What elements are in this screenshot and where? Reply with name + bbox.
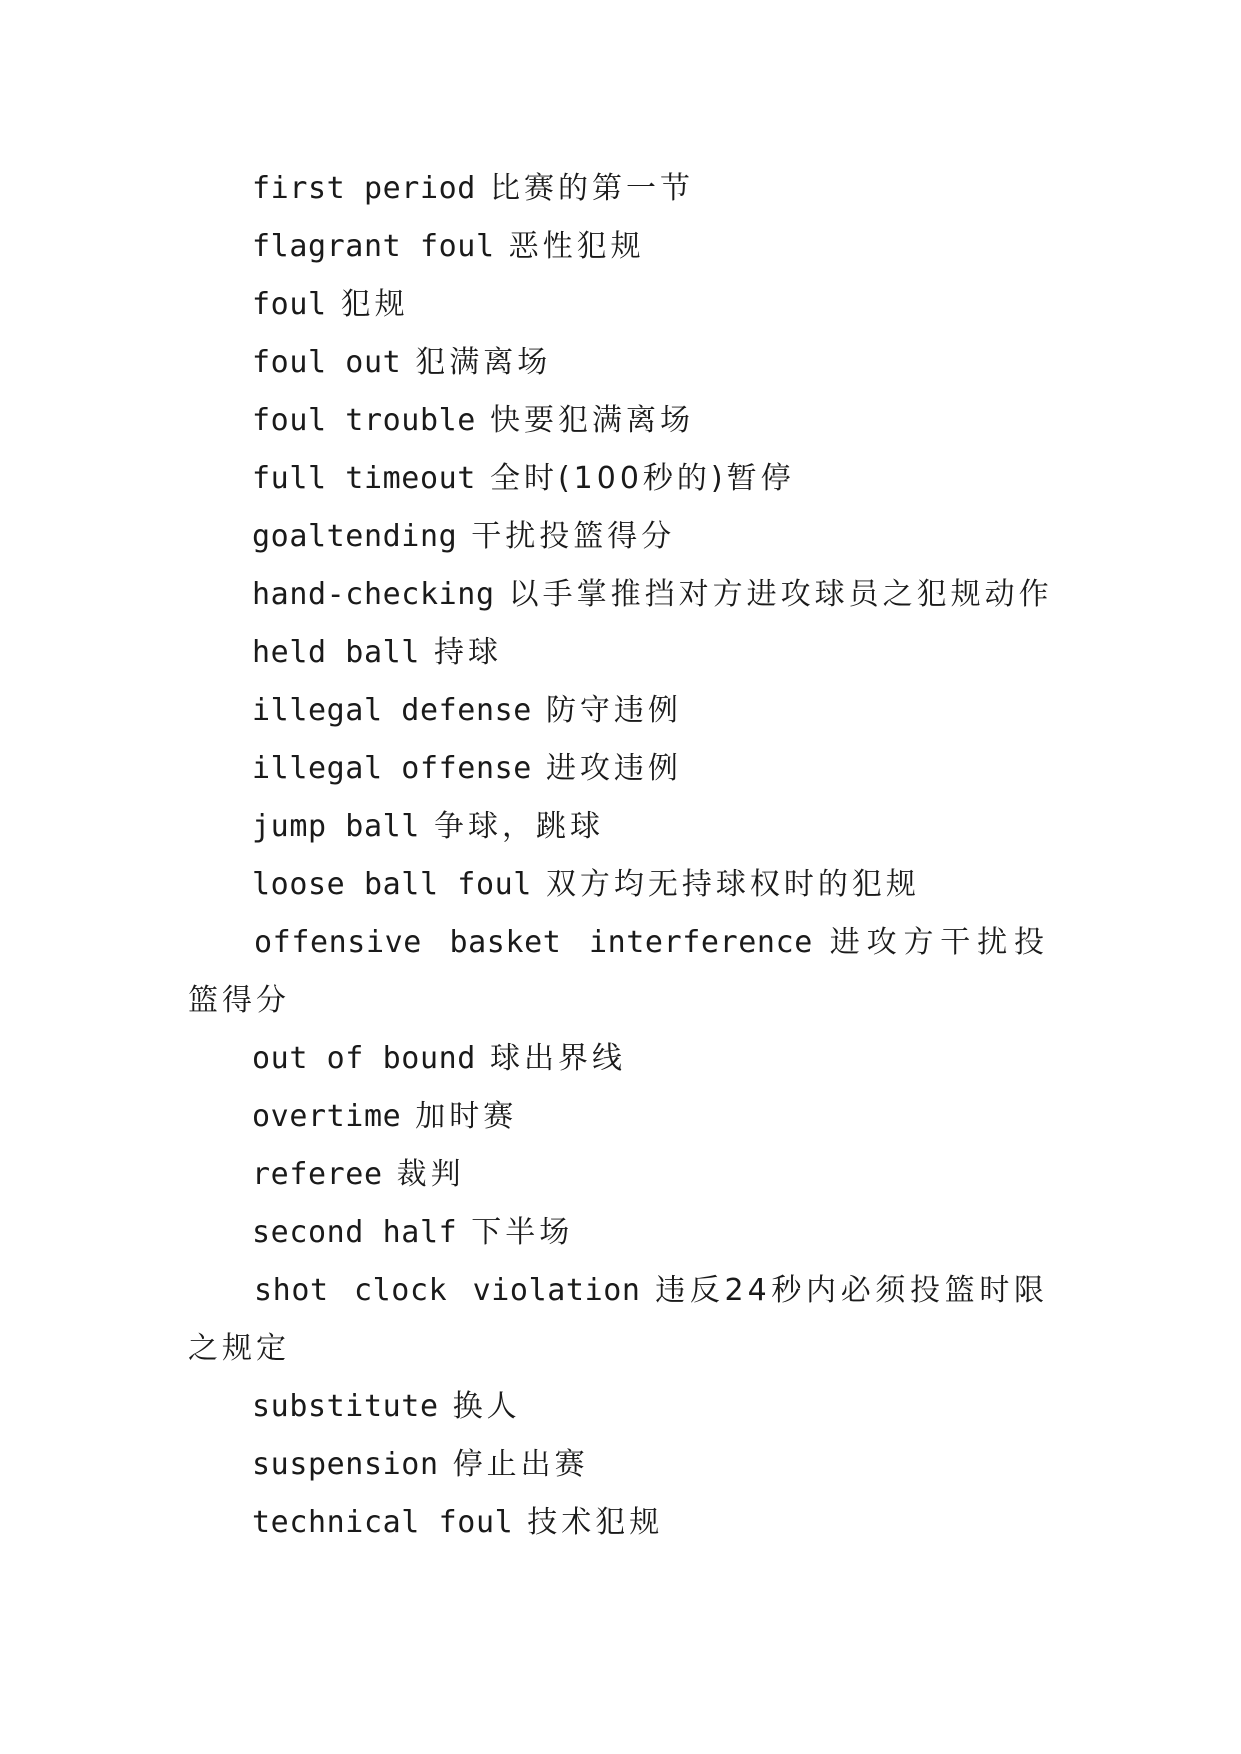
glossary-entry [188, 334, 1048, 392]
glossary-definition: 技术犯规 [527, 1505, 664, 1540]
glossary-term: second half [252, 1215, 458, 1250]
glossary-definition: 下半场 [471, 1215, 574, 1250]
glossary-entry [188, 392, 1048, 450]
glossary-term: illegal defense [252, 693, 532, 728]
glossary-list [188, 160, 1053, 1552]
glossary-entry [188, 856, 1048, 914]
glossary-definition: 换人 [452, 1389, 521, 1424]
glossary-entry [188, 682, 1048, 740]
glossary-entry [188, 798, 1048, 856]
glossary-definition: 双方均无持球权时的犯规 [545, 867, 920, 902]
glossary-definition: 犯规 [340, 287, 409, 322]
glossary-definition: 犯满离场 [415, 345, 552, 380]
glossary-entry [188, 276, 1048, 334]
glossary-term: technical foul [252, 1505, 514, 1540]
glossary-term: goaltending [252, 519, 458, 554]
glossary-definition: 比赛的第一节 [489, 171, 694, 206]
glossary-term: loose ball foul [252, 867, 532, 902]
glossary-entry [188, 1436, 1048, 1494]
glossary-definition: 停止出赛 [452, 1447, 589, 1482]
glossary-term: first period [252, 171, 476, 206]
glossary-definition: 以手掌推挡对方进攻球员之犯规动作 [508, 577, 1053, 612]
glossary-term: flagrant foul [252, 229, 495, 264]
glossary-definition: 加时赛 [415, 1099, 518, 1134]
glossary-term: foul trouble [252, 403, 476, 438]
glossary-definition: 进攻方干扰投篮得分 [188, 925, 1048, 1018]
glossary-entry [188, 1088, 1048, 1146]
glossary-term: out of bound [252, 1041, 476, 1076]
glossary-term: held ball [252, 635, 420, 670]
glossary-entry [188, 1494, 1048, 1552]
glossary-entry [188, 740, 1048, 798]
glossary-definition: 球出界线 [489, 1041, 626, 1076]
glossary-entry [188, 1378, 1048, 1436]
glossary-entry [188, 566, 1053, 624]
glossary-entry [188, 1146, 1048, 1204]
glossary-entry [188, 160, 1048, 218]
glossary-definition: 防守违例 [545, 693, 682, 728]
glossary-term: foul [252, 287, 327, 322]
glossary-entry [188, 450, 1048, 508]
glossary-entry [188, 914, 1048, 1030]
glossary-definition: 全时(100秒的)暂停 [489, 461, 795, 496]
glossary-term: suspension [252, 1447, 439, 1482]
glossary-term: foul out [252, 345, 402, 380]
glossary-definition: 违反24秒内必须投篮时限之规定 [188, 1273, 1048, 1366]
glossary-definition: 干扰投篮得分 [471, 519, 676, 554]
glossary-term: hand-checking [252, 577, 495, 612]
glossary-entry [188, 1204, 1048, 1262]
glossary-term: overtime [252, 1099, 402, 1134]
glossary-definition: 快要犯满离场 [489, 403, 694, 438]
glossary-term: referee [252, 1157, 383, 1192]
glossary-entry [188, 1262, 1048, 1378]
glossary-term: shot clock violation [254, 1273, 641, 1308]
glossary-entry [188, 624, 1048, 682]
glossary-definition: 恶性犯规 [508, 229, 645, 264]
glossary-term: illegal offense [252, 751, 532, 786]
glossary-term: offensive basket interference [254, 925, 813, 960]
glossary-term: jump ball [252, 809, 420, 844]
glossary-definition: 裁判 [396, 1157, 465, 1192]
glossary-term: substitute [252, 1389, 439, 1424]
glossary-definition: 争球，跳球 [433, 809, 604, 844]
glossary-term: full timeout [252, 461, 476, 496]
glossary-definition: 进攻违例 [545, 751, 682, 786]
glossary-entry [188, 1030, 1048, 1088]
glossary-entry [188, 508, 1048, 566]
glossary-entry [188, 218, 1048, 276]
glossary-definition: 持球 [433, 635, 502, 670]
